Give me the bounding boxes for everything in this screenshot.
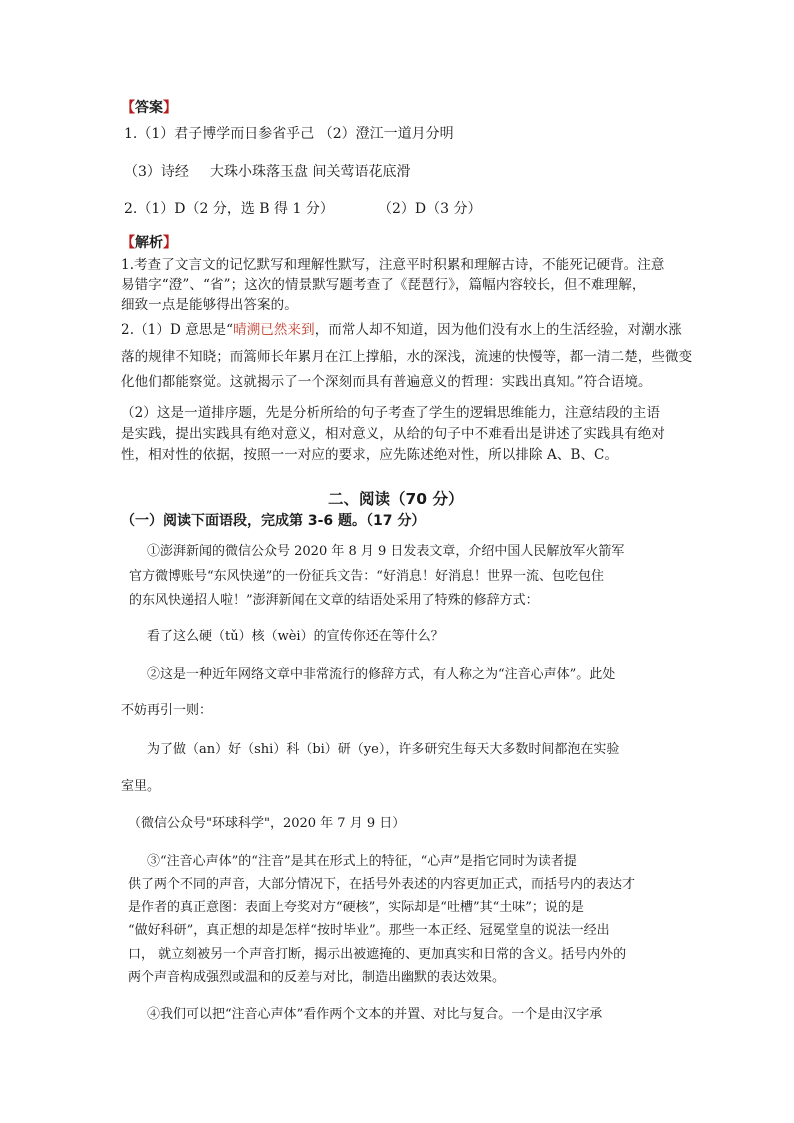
analysis-p2-line-2: 落的规律不知晓；而篙师长年累月在江上撑船，水的深浅，流速的快慢等，都一清二楚，些微变 <box>121 349 693 365</box>
answer-line-3a: 2.（1）D（2 分，选 B 得 1 分） <box>124 201 334 217</box>
para1-line-3: 的东风快递招人啦！”澎湃新闻在文章的结语处采用了特殊的修辞方式： <box>129 593 539 608</box>
answer-line-2b: 大珠小珠落玉盘 间关莺语花底滑 <box>210 164 411 180</box>
para3-line-6: 两个声音构成强烈或温和的反差与对比，制造出幽默的表达效果。 <box>128 970 506 985</box>
analysis-p3-line-1: （2）这是一道排序题，先是分析所给的句子考查了学生的逻辑思维能力，注意结段的主语 <box>121 405 661 421</box>
highlight-quote: 晴溯已然来到 <box>233 322 315 338</box>
para1-line-1: ①澎湃新闻的微信公众号 2020 年 8 月 9 日发表文章，介绍中国人民解放军火箭军 <box>147 544 625 559</box>
analysis-p2-line-3: 化他们都能察觉。这就揭示了一个深刻而具有普遍意义的哲理：实践出真知。”符合语境。 <box>121 374 652 390</box>
para4-line-1: ④我们可以把“注音心声体”看作两个文本的并置、对比与复合。一个是由汉字承 <box>147 1007 603 1022</box>
section-title: 二、阅读（70 分） <box>328 490 464 508</box>
answer-line-3b: （2）D（3 分） <box>378 201 482 217</box>
analysis-p3-line-3: 性，相对性的依据，按照一一对应的要求，应先陈述绝对性，所以排除 A、B、C。 <box>121 447 619 463</box>
answer-line-2a: （3）诗经 <box>124 164 189 180</box>
analysis-p3-line-2: 是实践，提出实践具有绝对意义，相对意义，从给的句子中不难看出是讲述了实践具有绝对 <box>121 426 665 442</box>
para3-line-5: 口， 就立刻被另一个声音打断，揭示出被遮掩的、更加真实和日常的含义。括号内外的 <box>128 947 627 962</box>
para3-line-1: ③“注音心声体”的“注音”是其在形式上的特征，“心声”是指它同时为读者提 <box>147 854 577 869</box>
para3-line-4: “做好科研”，真正想的却是怎样“按时毕业”。那些一本正经、冠冕堂皇的说法一经出 <box>128 923 610 938</box>
para3-line-3: 是作者的真正意图：表面上夸奖对方“硬核”，实际却是“吐槽”其“土味”；说的是 <box>128 900 584 915</box>
quote-2-line-2: 室里。 <box>121 779 161 794</box>
analysis-p1-line-2: 易错字“澄”、“省”；这次的情景默写题考查了《琵琶行》，篇幅内容较长，但不难理解， <box>121 277 646 293</box>
para3-line-2: 供了两个不同的声音，大部分情况下，在括号外表述的内容更加正式，而括号内的表达才 <box>128 877 636 892</box>
analysis-p1-line-1: 1.考查了文言文的记忆默写和理解性默写，注意平时积累和理解古诗，不能死记硬背。注意 <box>121 257 665 273</box>
analysis-p2-line-1: 2.（1）D 意思是“晴溯已然来到，而常人却不知道，因为他们没有水上的生活经验，对潮水涨 <box>121 322 682 338</box>
quote-1: 看了这么硬（tǔ）核（wèi）的宣传你还在等什么？ <box>147 629 444 644</box>
para1-line-2: 官方微博账号“东风快递”的一份征兵文告：“好消息！好消息！世界一流、包吃包住 <box>129 569 604 584</box>
para2-line-2: 不妨再引一则： <box>121 703 213 718</box>
subsection-title: （一）阅读下面语段，完成第 3-6 题。（17 分） <box>121 513 426 529</box>
answer-line-1: 1.（1）君子博学而日参省乎己 （2）澄江一道月分明 <box>124 126 454 142</box>
analysis-header: 【解析】 <box>121 235 177 251</box>
quote-2-line-1: 为了做（an）好（shi）科（bi）研（ye），许多研究生每天大多数时间都泡在实验 <box>147 742 620 757</box>
source-citation: （微信公众号"环球科学"，2020 年 7 月 9 日） <box>128 816 406 831</box>
answer-header: 【答案】 <box>121 100 177 116</box>
analysis-p1-line-3: 细致一点是能够得出答案的。 <box>121 297 298 313</box>
para2-line-1: ②这是一种近年网络文章中非常流行的修辞方式，有人称之为“注音心声体”。此处 <box>147 667 616 682</box>
